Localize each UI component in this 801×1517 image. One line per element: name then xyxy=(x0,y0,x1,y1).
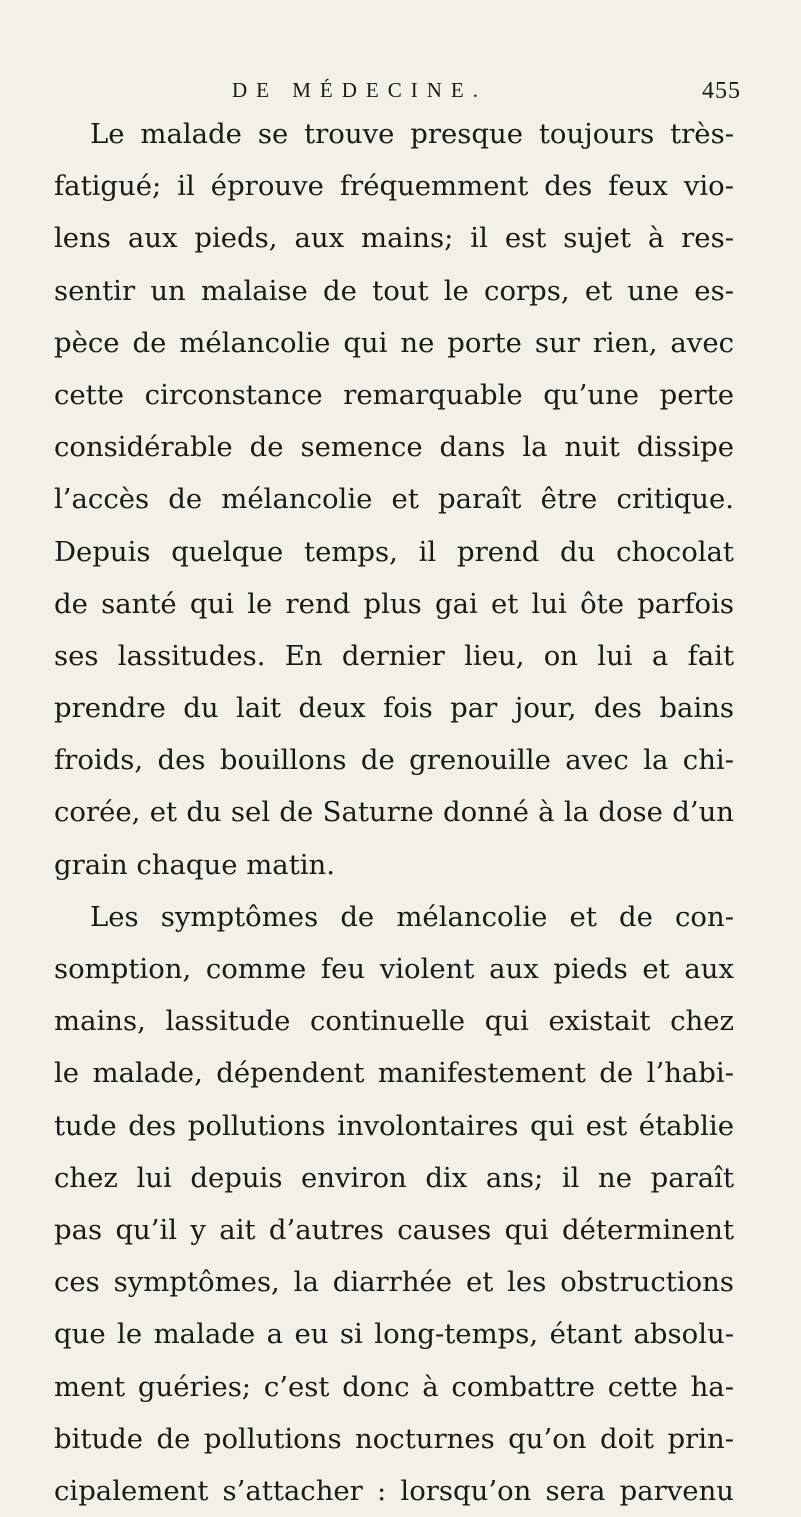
text-line: cipalement s’attacher : lorsqu’on sera parvenu xyxy=(54,1474,734,1507)
text-line: Depuis quelque temps, il prend du chocolat xyxy=(54,535,734,568)
text-line: tude des pollutions involontaires qui est établie xyxy=(54,1109,734,1142)
text-line: sentir un malaise de tout le corps, et une es- xyxy=(54,274,734,307)
text-line: cette circonstance remarquable qu’une perte xyxy=(54,378,734,411)
page-number: 455 xyxy=(702,78,741,104)
text-line: pèce de mélancolie qui ne porte sur rien, avec xyxy=(54,326,734,359)
text-line: que le malade a eu si long-temps, étant absolu- xyxy=(54,1318,734,1351)
text-line: considérable de semence dans la nuit dissipe xyxy=(54,431,734,464)
text-line: le malade, dépendent manifestement de l’habi- xyxy=(54,1057,734,1090)
text-line: lens aux pieds, aux mains; il est sujet à res- xyxy=(54,222,734,255)
text-line: bitude de pollutions nocturnes qu’on doit prin- xyxy=(54,1422,734,1455)
text-line: ment guéries; c’est donc à combattre cette ha- xyxy=(54,1370,734,1403)
text-line: pas qu’il y ait d’autres causes qui déterminent xyxy=(54,1213,734,1246)
body-text xyxy=(54,108,734,1517)
text-line: chez lui depuis environ dix ans; il ne paraît xyxy=(54,1161,734,1194)
text-line: somption, comme feu violent aux pieds et aux xyxy=(54,953,734,985)
text-line: prendre du lait deux fois par jour, des bains xyxy=(54,692,734,725)
text-line: froids, des bouillons de grenouille avec la chi- xyxy=(54,744,734,777)
text-line: Le malade se trouve presque toujours très- xyxy=(90,118,734,150)
text-line: corée, et du sel de Saturne donné à la dose d’un xyxy=(54,796,734,829)
text-line: ses lassitudes. En dernier lieu, on lui a fait xyxy=(54,639,734,672)
running-head: DE MÉDECINE. xyxy=(232,78,487,102)
text-line: de santé qui le rend plus gai et lui ôte parfois xyxy=(54,587,734,620)
text-line: ces symptômes, la diarrhée et les obstructions xyxy=(54,1266,734,1299)
text-line: grain chaque matin. xyxy=(54,848,336,881)
text-line: l’accès de mélancolie et paraît être critique. xyxy=(54,483,734,516)
text-line: fatigué; il éprouve fréquemment des feux vio- xyxy=(54,170,734,203)
text-line: mains, lassitude continuelle qui existait chez xyxy=(54,1005,734,1038)
text-line: Les symptômes de mélancolie et de con- xyxy=(90,900,734,933)
